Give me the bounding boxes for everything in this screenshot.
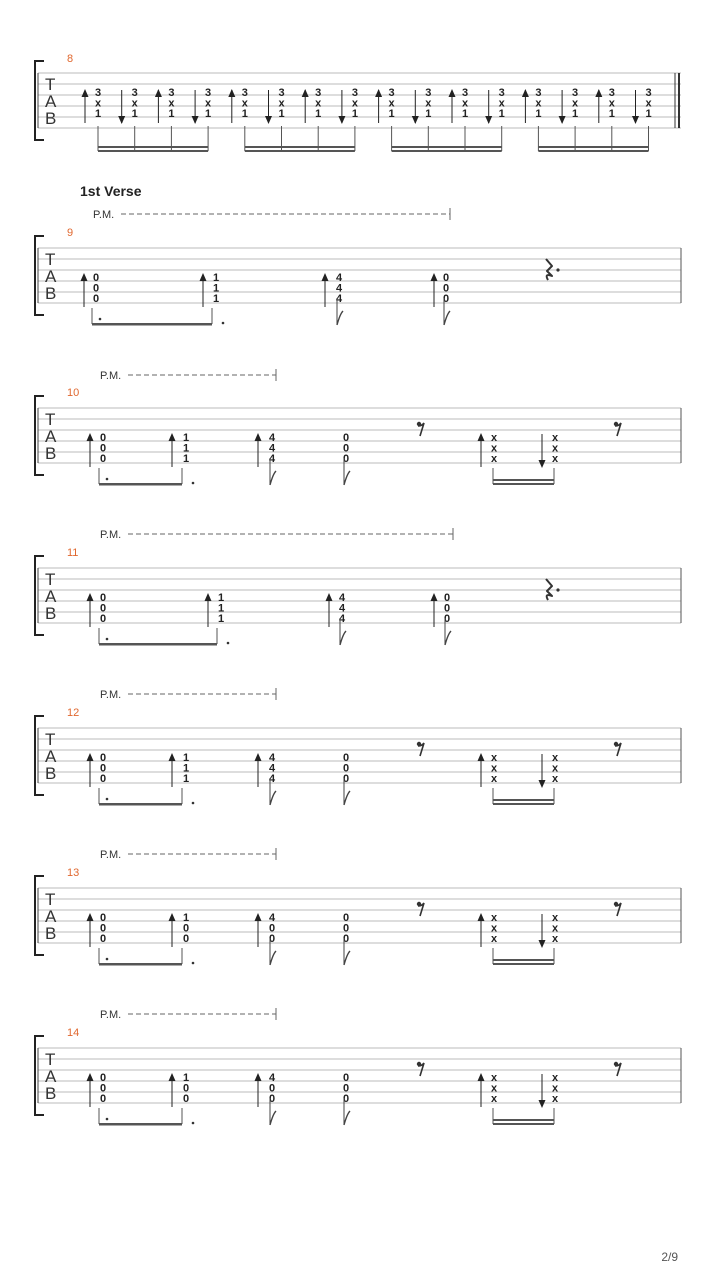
fret-number: x [608,97,615,110]
fret-number: x [388,97,395,110]
measure-13 [35,848,681,966]
upstroke-arrow-icon [375,89,382,97]
fret-number: 1 [182,453,190,465]
fret-number: 0 [182,1093,190,1105]
upstroke-arrow-icon [205,593,212,601]
fret-number: 1 [182,432,190,444]
note-flag [270,1111,276,1125]
dot [106,638,109,641]
beam [99,963,182,966]
fret-number: 1 [217,602,225,615]
fret-number: 1 [278,108,285,120]
tab-letter-a: A [45,427,57,446]
fret-number: 4 [338,613,346,625]
fret-number: 0 [182,1082,190,1095]
fret-number: 1 [205,108,212,120]
measure-8 [35,53,681,152]
fret-number: 0 [442,293,450,305]
measure-12 [35,688,681,806]
beam [493,479,554,481]
fret-number: x [315,97,322,110]
upstroke-arrow-icon [478,1073,485,1081]
fret-number: 3 [351,87,358,99]
fret-number: 1 [217,613,225,625]
section-label: 1st Verse [80,183,142,199]
fret-number: x [551,922,559,935]
fret-number: 3 [572,87,579,99]
eighth-rest [417,1062,424,1076]
palm-mute-label: P.M. [100,689,122,701]
fret-number: x [490,933,498,945]
beam [493,1123,554,1125]
fret-number: 1 [182,762,190,775]
eighth-rest [614,422,621,436]
fret-number: 1 [94,108,102,120]
fret-number: x [490,912,498,924]
note-flag [344,791,350,805]
upstroke-arrow-icon [82,89,89,97]
upstroke-arrow-icon [169,433,176,441]
beam [99,643,217,646]
beam [98,146,208,148]
fret-number: 4 [268,912,276,924]
note-flag [445,631,451,645]
fret-number: x [490,1082,498,1095]
fret-number: 1 [182,442,190,455]
fret-number: 1 [182,752,190,764]
beam [538,146,648,148]
fret-number: 0 [342,442,350,455]
fret-number: x [551,762,559,775]
fret-number: x [490,773,498,785]
fret-number: 4 [338,602,346,615]
fret-number: 3 [315,87,322,99]
fret-number: 0 [99,773,107,785]
upstroke-arrow-icon [200,273,207,281]
fret-number: 1 [388,108,395,120]
upstroke-arrow-icon [255,913,262,921]
downstroke-arrow-icon [539,1100,546,1108]
downstroke-arrow-icon [539,460,546,468]
fret-number: 4 [335,282,343,295]
tab-letter-b: B [45,764,57,783]
palm-mute-label: P.M. [100,849,122,861]
fret-number: x [551,1093,559,1105]
downstroke-arrow-icon [412,116,419,124]
tab-letter-t: T [45,250,56,269]
fret-number: x [535,97,542,110]
fret-number: x [490,432,498,444]
fret-number: 0 [342,1072,350,1084]
upstroke-arrow-icon [155,89,162,97]
beam [493,1119,554,1121]
tab-letter-t: T [45,570,56,589]
upstroke-arrow-icon [431,273,438,281]
fret-number: 0 [342,1082,350,1095]
upstroke-arrow-icon [255,753,262,761]
eighth-rest [417,422,424,436]
upstroke-arrow-icon [255,1073,262,1081]
fret-number: x [461,97,469,110]
fret-number: x [168,97,175,110]
tab-letter-a: A [45,587,57,606]
fret-number: 4 [268,1072,276,1084]
fret-number: x [551,912,559,924]
fret-number: 0 [99,1072,107,1084]
fret-number: 0 [342,933,350,945]
fret-number: 4 [268,773,276,785]
measure-10 [35,369,681,486]
beam [538,150,648,152]
eighth-rest [417,902,424,916]
page-number: 2/9 [661,1250,678,1264]
fret-number: 0 [99,592,107,604]
fret-number: 1 [645,108,652,120]
tab-letter-a: A [45,747,57,766]
beam [99,803,182,806]
beam [98,150,208,152]
tab-letter-a: A [45,1067,57,1086]
dot [192,1122,195,1125]
fret-number: x [94,97,102,110]
tab-letter-a: A [45,267,57,286]
tab-letter-t: T [45,730,56,749]
eighth-rest [614,742,621,756]
upstroke-arrow-icon [87,593,94,601]
fret-number: 1 [212,272,220,284]
tab-letter-a: A [45,92,57,111]
upstroke-arrow-icon [431,593,438,601]
fret-number: 0 [342,432,350,444]
fret-number: 0 [99,762,107,775]
dot [106,478,109,481]
tab-letter-b: B [45,444,57,463]
fret-number: 0 [99,442,107,455]
dot [106,1118,109,1121]
upstroke-arrow-icon [322,273,329,281]
fret-number: 3 [645,87,652,99]
fret-number: x [551,432,559,444]
fret-number: 0 [342,773,350,785]
palm-mute-label: P.M. [93,209,115,221]
upstroke-arrow-icon [478,753,485,761]
fret-number: x [498,97,505,110]
downstroke-arrow-icon [559,116,566,124]
palm-mute-label: P.M. [100,529,122,541]
fret-number: 3 [205,87,212,99]
note-flag [344,951,350,965]
upstroke-arrow-icon [255,433,262,441]
fret-number: 0 [92,293,100,305]
fret-number: 1 [315,108,322,120]
measure-number: 8 [67,53,74,65]
upstroke-arrow-icon [478,913,485,921]
note-flag [344,1111,350,1125]
upstroke-arrow-icon [169,753,176,761]
fret-number: 3 [498,87,505,99]
fret-number: x [351,97,358,110]
measure-number: 12 [67,707,80,719]
tab-letter-t: T [45,1050,56,1069]
fret-number: 4 [335,293,343,305]
downstroke-arrow-icon [539,940,546,948]
dot [222,322,225,325]
fret-number: 4 [268,752,276,764]
upstroke-arrow-icon [87,1073,94,1081]
downstroke-arrow-icon [265,116,272,124]
eighth-rest [614,902,621,916]
tab-letter-b: B [45,284,57,303]
upstroke-arrow-icon [87,753,94,761]
fret-number: 1 [572,108,579,120]
fret-number: 0 [342,922,350,935]
dot [99,318,102,321]
beam [245,146,355,148]
fret-number: 0 [443,602,451,615]
fret-number: 1 [182,773,190,785]
fret-number: 1 [182,1072,190,1084]
upstroke-arrow-icon [87,433,94,441]
fret-number: x [551,773,559,785]
tab-letter-t: T [45,75,56,94]
fret-number: x [551,442,559,455]
fret-number: 0 [92,282,100,295]
tab-letter-b: B [45,604,57,623]
beam [493,799,554,801]
fret-number: 1 [351,108,358,120]
beam [493,483,554,485]
fret-number: 0 [443,592,451,604]
fret-number: 0 [99,453,107,465]
palm-mute-label: P.M. [100,1009,122,1021]
dot [106,958,109,961]
fret-number: 0 [442,272,450,284]
fret-number: 3 [425,87,432,99]
fret-number: 0 [443,613,451,625]
upstroke-arrow-icon [87,913,94,921]
fret-number: 4 [268,442,276,455]
measure-number: 10 [67,387,80,399]
dot [106,798,109,801]
fret-number: 1 [131,108,138,120]
fret-number: 3 [94,87,102,99]
tab-letter-t: T [45,410,56,429]
fret-number: x [490,1072,498,1084]
note-flag [270,951,276,965]
fret-number: 1 [535,108,542,120]
note-flag [270,471,276,485]
fret-number: 3 [388,87,395,99]
fret-number: 0 [182,922,190,935]
fret-number: 0 [99,922,107,935]
downstroke-arrow-icon [192,116,199,124]
fret-number: 0 [342,752,350,764]
measure-number: 11 [67,547,79,559]
fret-number: 3 [461,87,469,99]
fret-number: 4 [268,453,276,465]
fret-number: x [551,1072,559,1084]
fret-number: x [490,453,498,465]
fret-number: 0 [342,912,350,924]
fret-number: 1 [425,108,432,120]
upstroke-arrow-icon [478,433,485,441]
fret-number: 0 [268,922,276,935]
fret-number: x [572,97,579,110]
dot [192,962,195,965]
fret-number: 1 [212,282,220,295]
fret-number: 0 [99,752,107,764]
fret-number: 1 [498,108,505,120]
upstroke-arrow-icon [169,913,176,921]
downstroke-arrow-icon [485,116,492,124]
note-flag [270,791,276,805]
beam [493,959,554,961]
note-flag [337,311,343,325]
measure-number: 14 [67,1027,80,1039]
beam [392,150,502,152]
fret-number: 0 [442,282,450,295]
fret-number: 0 [99,613,107,625]
fret-number: 3 [278,87,285,99]
fret-number: 1 [217,592,225,604]
upstroke-arrow-icon [326,593,333,601]
eighth-rest [417,742,424,756]
fret-number: x [551,453,559,465]
fret-number: 1 [608,108,615,120]
beam [245,150,355,152]
fret-number: 3 [608,87,615,99]
beam [493,803,554,805]
beam [392,146,502,148]
fret-number: 0 [99,1093,107,1105]
fret-number: x [490,762,498,775]
fret-number: 3 [241,87,248,99]
fret-number: x [551,752,559,764]
fret-number: x [241,97,248,110]
fret-number: x [645,97,652,110]
fret-number: 0 [99,912,107,924]
fret-number: 1 [182,912,190,924]
upstroke-arrow-icon [595,89,602,97]
fret-number: x [278,97,285,110]
fret-number: 0 [92,272,100,284]
upstroke-arrow-icon [228,89,235,97]
measure-number: 9 [67,227,74,239]
palm-mute-label: P.M. [100,370,122,382]
fret-number: 0 [182,933,190,945]
fret-number: 0 [99,602,107,615]
measure-11 [35,528,681,646]
beam [99,1123,182,1126]
fret-number: x [425,97,432,110]
tab-letter-t: T [45,890,56,909]
fret-number: 0 [342,762,350,775]
upstroke-arrow-icon [81,273,88,281]
fret-number: 1 [241,108,248,120]
measure-14 [35,1008,681,1126]
fret-number: x [490,442,498,455]
downstroke-arrow-icon [539,780,546,788]
measure-number: 13 [67,867,80,879]
dot [192,802,195,805]
tab-letter-b: B [45,109,57,128]
fret-number: 0 [99,1082,107,1095]
fret-number: x [551,1082,559,1095]
fret-number: 1 [212,293,220,305]
tab-letter-a: A [45,907,57,926]
upstroke-arrow-icon [169,1073,176,1081]
tab-letter-b: B [45,924,57,943]
fret-number: x [131,97,138,110]
dot [227,642,230,645]
downstroke-arrow-icon [632,116,639,124]
fret-number: x [490,922,498,935]
fret-number: 1 [168,108,175,120]
fret-number: 0 [268,1093,276,1105]
fret-number: 0 [99,933,107,945]
fret-number: 4 [335,272,343,284]
fret-number: 0 [268,933,276,945]
upstroke-arrow-icon [449,89,456,97]
fret-number: x [490,752,498,764]
fret-number: 0 [342,453,350,465]
note-flag [340,631,346,645]
fret-number: x [551,933,559,945]
upstroke-arrow-icon [302,89,309,97]
tab-letter-b: B [45,1084,57,1103]
note-flag [344,471,350,485]
fret-number: 3 [131,87,138,99]
fret-number: 1 [461,108,469,120]
fret-number: 3 [535,87,542,99]
beam [92,323,212,326]
fret-number: 0 [342,1093,350,1105]
fret-number: 0 [99,432,107,444]
beam [99,483,182,486]
upstroke-arrow-icon [522,89,529,97]
fret-number: 4 [268,762,276,775]
fret-number: 4 [338,592,346,604]
beam [493,963,554,965]
note-flag [444,311,450,325]
fret-number: 4 [268,432,276,444]
fret-number: 3 [168,87,175,99]
measure-9 [35,208,681,326]
downstroke-arrow-icon [338,116,345,124]
downstroke-arrow-icon [118,116,125,124]
dot [192,482,195,485]
eighth-rest [614,1062,621,1076]
fret-number: 0 [268,1082,276,1095]
fret-number: x [490,1093,498,1105]
fret-number: x [205,97,212,110]
